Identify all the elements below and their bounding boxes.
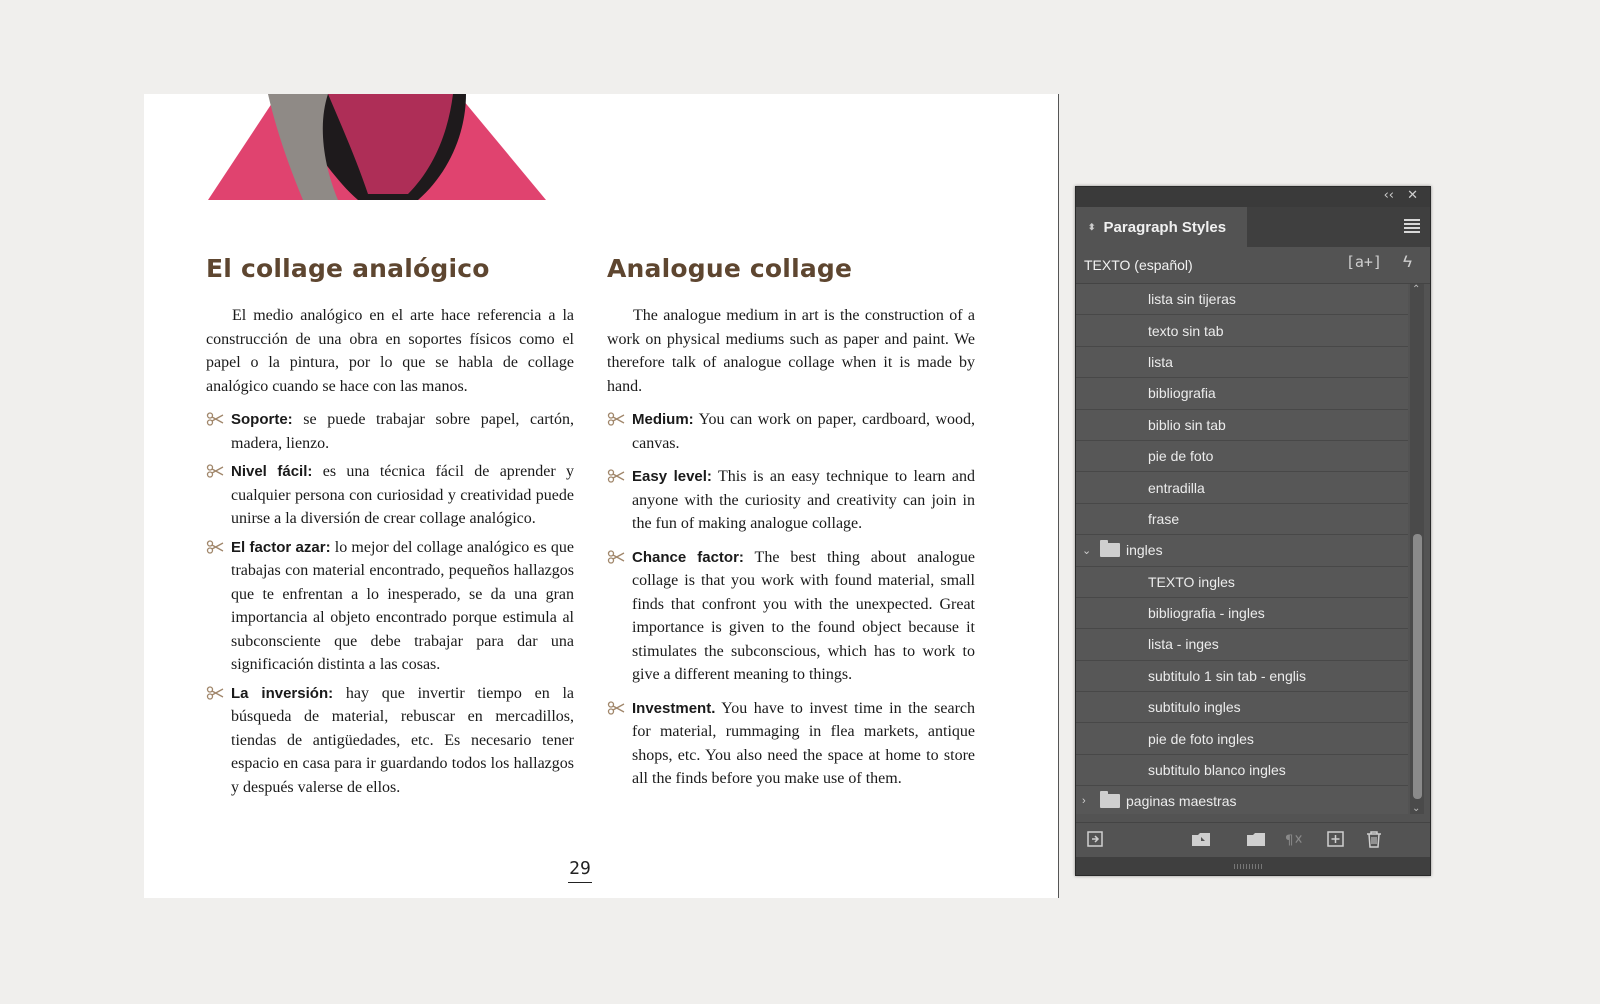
tab-paragraph-styles[interactable] <box>1076 207 1247 247</box>
style-label: subtitulo 1 sin tab - englis <box>1148 667 1306 684</box>
english-heading: Analogue collage <box>607 254 853 283</box>
folder-icon <box>1100 794 1120 808</box>
new-group-from-styles-icon[interactable] <box>1191 830 1211 848</box>
bullet-item <box>607 697 975 791</box>
clear-overrides-icon[interactable] <box>1284 830 1304 848</box>
scissors-icon <box>206 686 224 700</box>
page-edge <box>1058 94 1059 898</box>
current-style-label: TEXTO (español) <box>1084 257 1193 273</box>
style-label: ingles <box>1126 542 1163 559</box>
style-row[interactable] <box>1076 347 1408 378</box>
style-label: TEXTO ingles <box>1148 573 1235 590</box>
style-row[interactable] <box>1076 723 1408 754</box>
style-row[interactable] <box>1076 598 1408 629</box>
bullet-item <box>206 460 574 531</box>
style-label: entradilla <box>1148 479 1205 496</box>
chevron-down-icon[interactable]: ⌄ <box>1082 544 1092 557</box>
style-row[interactable] <box>1076 629 1408 660</box>
bullet-item <box>206 408 574 455</box>
scissors-icon <box>206 412 224 426</box>
spanish-bullet-list <box>206 408 574 799</box>
spanish-column <box>206 252 574 804</box>
bullet-term: Chance factor: <box>632 548 744 566</box>
panel-title-bar[interactable] <box>1076 187 1430 207</box>
style-row[interactable] <box>1076 315 1408 346</box>
bullet-text: The best thing about analogue collage is that you work with found material, small finds that confront you with the unexpected. Great importance is given to the found object because it stimulates the subconscious, which has to work to give a different meaning to things. <box>632 548 976 683</box>
style-label: subtitulo ingles <box>1148 699 1241 716</box>
load-styles-icon[interactable] <box>1086 830 1106 848</box>
bullet-item <box>206 536 574 677</box>
bullet-term: Easy level: <box>632 468 712 485</box>
bullet-text: hay que invertir tiempo en la búsqueda de material, rebuscar en mercadillos, tiendas de antigüedades, etc. Es necesario tener espacio en casa para ir guardando todos los hallazgos y después valerse de ellos. <box>231 684 574 796</box>
collapse-panel-icon[interactable]: ‹‹ <box>1383 188 1394 203</box>
page-number: 29 <box>568 858 592 883</box>
scissors-icon <box>607 701 625 715</box>
english-column <box>607 252 975 801</box>
style-label: lista sin tijeras <box>1148 291 1236 308</box>
bullet-term: Soporte: <box>231 411 293 428</box>
new-style-override-icon[interactable]: [a+] <box>1345 253 1382 271</box>
scroll-down-icon[interactable]: ⌄ <box>1412 803 1421 814</box>
style-label: frase <box>1148 510 1180 527</box>
svg-text:¶: ¶ <box>1284 832 1294 848</box>
tab-label: Paragraph Styles <box>1103 218 1227 236</box>
style-label: paginas maestras <box>1126 793 1237 810</box>
style-label: lista <box>1148 353 1173 370</box>
style-row[interactable] <box>1076 661 1408 692</box>
document-page <box>144 94 1058 898</box>
bullet-text: es una técnica fácil de aprender y cualquier persona con curiosidad y creatividad puede unirse a la diversión de crear collage analógico. <box>231 463 574 527</box>
bullet-text: This is an easy technique to learn and anyone with the curiosity and creativity can join in the fun of making analogue collage. <box>632 468 976 532</box>
bullet-item <box>607 546 975 687</box>
chevron-right-icon[interactable]: › <box>1082 795 1086 808</box>
quick-apply-icon[interactable]: ϟ <box>1403 252 1412 271</box>
style-row[interactable] <box>1076 504 1408 535</box>
style-list <box>1076 284 1408 814</box>
panel-menu-icon[interactable] <box>1404 219 1420 233</box>
style-row[interactable] <box>1076 472 1408 503</box>
style-label: biblio sin tab <box>1148 416 1226 433</box>
bullet-term: El factor azar: <box>231 538 331 556</box>
scissors-icon <box>607 412 625 426</box>
tab-arrows-icon: ⬍ <box>1088 221 1096 232</box>
style-row[interactable] <box>1076 441 1408 472</box>
scrollbar-thumb[interactable] <box>1413 534 1422 799</box>
style-label: bibliografia <box>1148 385 1216 402</box>
panel-resize-grip[interactable] <box>1076 857 1430 875</box>
scissors-icon <box>206 540 224 554</box>
style-label: texto sin tab <box>1148 322 1224 339</box>
bullet-term: Nivel fácil: <box>231 463 313 480</box>
spanish-intro: El medio analógico en el arte hace referencia a la construcción de una obra en soportes físicos como el papel o la pintura, por lo que se habla de collage analógico cuando se hace con las manos. <box>206 307 574 395</box>
bullet-term: Medium: <box>632 411 694 428</box>
bullet-term: La inversión: <box>231 684 334 702</box>
bullet-item <box>607 465 975 536</box>
english-intro: The analogue medium in art is the construction of a work on physical mediums such as paper and paint. We therefore talk of analogue collage when it is made by hand. <box>607 307 975 395</box>
folder-icon <box>1100 543 1120 557</box>
english-bullet-list <box>607 408 975 791</box>
bullet-term: Investment. <box>632 699 716 717</box>
bullet-item <box>607 408 975 455</box>
style-list-scrollbar[interactable] <box>1410 284 1424 814</box>
style-row[interactable] <box>1076 755 1408 786</box>
style-group-row[interactable] <box>1076 535 1408 566</box>
style-label: lista - inges <box>1148 636 1219 653</box>
scissors-icon <box>607 469 625 483</box>
panel-bottom-toolbar <box>1076 822 1430 857</box>
style-label: pie de foto <box>1148 448 1214 465</box>
style-group-row[interactable] <box>1076 786 1408 814</box>
bullet-text: You have to invest time in the search for material, rummaging in flea markets, antique shops, etc. You also need the space at home to store all the finds before you make use of them. <box>632 699 975 787</box>
bullet-text: se puede trabajar sobre papel, cartón, madera, lienzo. <box>231 411 574 452</box>
style-row[interactable] <box>1076 410 1408 441</box>
style-label: pie de foto ingles <box>1148 730 1254 747</box>
style-label: subtitulo blanco ingles <box>1148 762 1286 779</box>
style-label: bibliografia - ingles <box>1148 605 1265 622</box>
scroll-up-icon[interactable]: ⌃ <box>1412 284 1421 295</box>
close-panel-icon[interactable]: ✕ <box>1407 188 1418 203</box>
bullet-text: You can work on paper, cardboard, wood, canvas. <box>632 411 975 452</box>
panel-tab-row <box>1076 207 1430 247</box>
collage-image <box>208 94 546 204</box>
scissors-icon <box>607 550 625 564</box>
style-row[interactable] <box>1076 378 1408 409</box>
new-style-icon[interactable] <box>1326 830 1346 848</box>
style-row[interactable] <box>1076 284 1408 315</box>
trash-icon[interactable] <box>1364 830 1384 848</box>
bullet-item <box>206 682 574 800</box>
paragraph-styles-panel <box>1075 186 1431 876</box>
current-style-row <box>1076 247 1430 284</box>
bullet-text: lo mejor del collage analógico es que trabajas con material encontrado, pequeños hallazgos que te enfrentan a lo inesperado, se da una gran importancia al objeto encontrado porque estimula al subconsciente que debe trabajar para dar una significación distinta a las cosas. <box>231 538 574 673</box>
style-row[interactable] <box>1076 567 1408 598</box>
style-row[interactable] <box>1076 692 1408 723</box>
scissors-icon <box>206 464 224 478</box>
new-group-icon[interactable] <box>1246 830 1266 848</box>
spanish-heading: El collage analógico <box>206 254 490 283</box>
